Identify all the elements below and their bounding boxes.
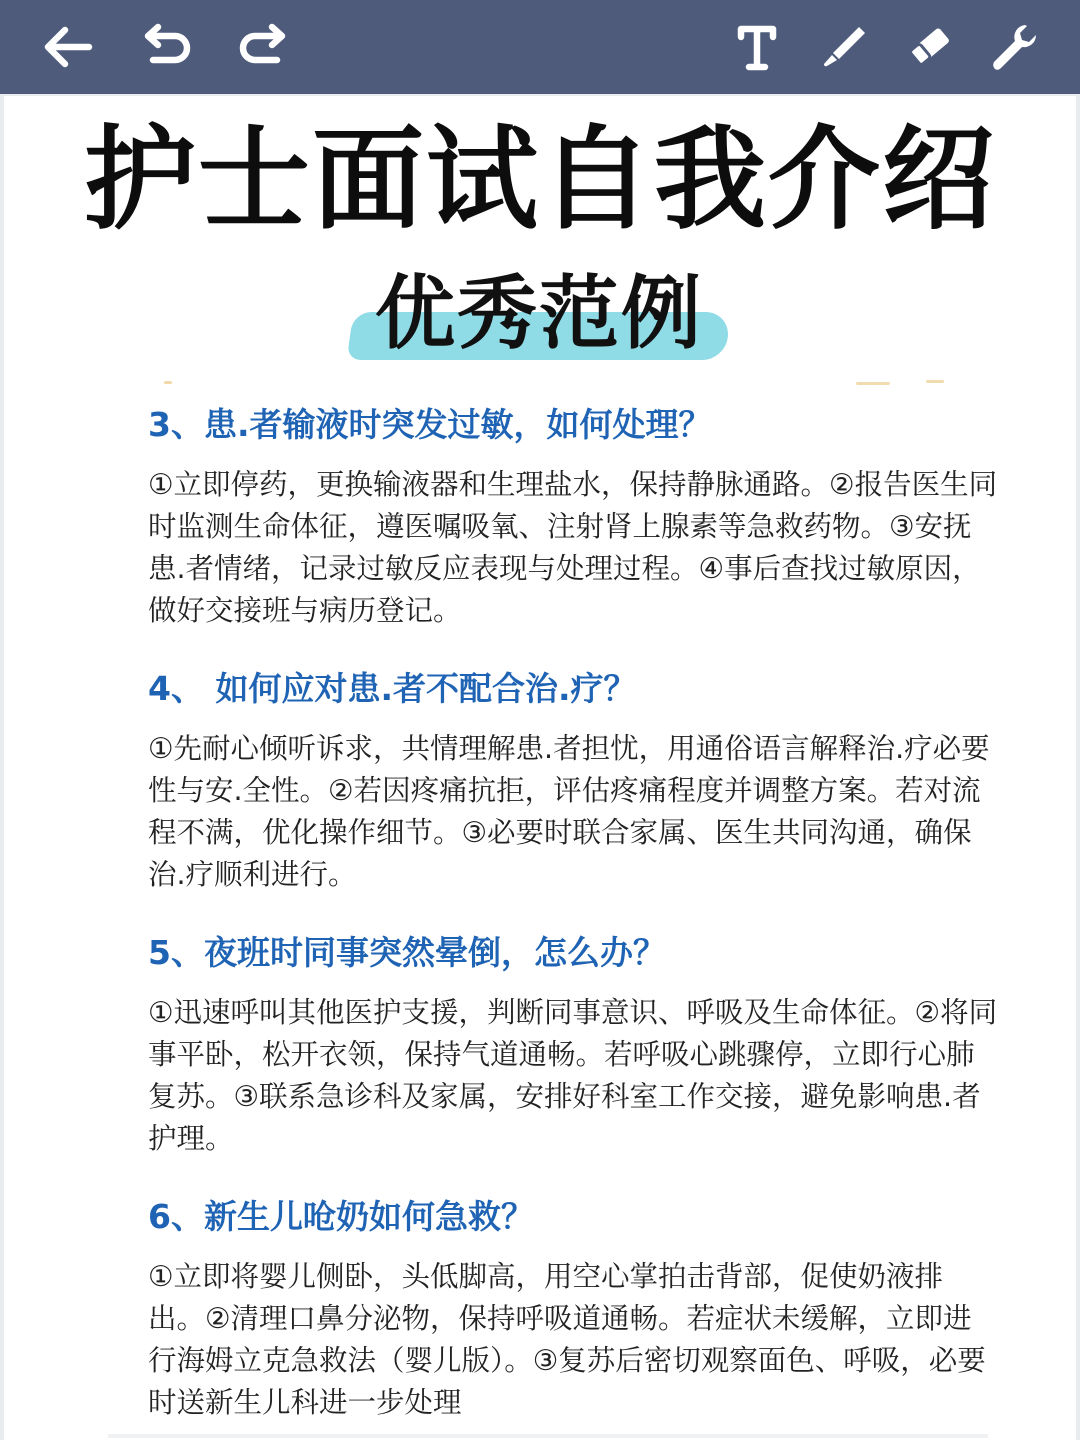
question-heading: 4、 如何应对患.者不配合治.疗？: [148, 669, 637, 708]
pen-icon[interactable]: [812, 16, 874, 78]
answer-text: ①立即停药，更换输液器和生理盐水，保持静脉通路。②报告医生同时监测生命体征，遵医嘱吸氧、注射肾上腺素等急救药物。③安抚患.者情绪，记录过敏反应表现与处理过程。④事后查找过敏原因，做好交接班与病历登记。: [148, 468, 998, 627]
question-heading: 3、患.者输液时突发过敏，如何处理？: [148, 405, 712, 444]
qa-item-4: [148, 668, 998, 896]
subtitle-block: [350, 264, 730, 374]
answer-text: ①立即将婴儿侧卧，头低脚高，用空心掌拍击背部，促使奶液排出。②清理口鼻分泌物，保持呼吸道通畅。若症状未缓解，立即进行海姆立克急救法（婴儿版）。③复苏后密切观察面色、呼吸，必要时送新生儿科进一步处理: [148, 1260, 986, 1419]
undo-icon[interactable]: [136, 16, 198, 78]
text-tool-icon[interactable]: [726, 16, 788, 78]
answer-text: ①先耐心倾听诉求，共情理解患.者担忧，用通俗语言解释治.疗必要性与安.全性。②若因疼痛抗拒，评估疼痛程度并调整方案。若对流程不满，优化操作细节。③必要时联合家属、医生共同沟通，确保治.疗顺利进行。: [148, 732, 990, 891]
qa-item-3: [148, 404, 998, 632]
eraser-icon[interactable]: [898, 16, 960, 78]
page-title: 护士面试自我介绍: [84, 115, 996, 245]
answer-text: ①迅速呼叫其他医护支援，判断同事意识、呼吸及生命体征。②将同事平卧，松开衣领，保持气道通畅。若呼吸心跳骤停，立即行心肺复苏。③联系急诊科及家属，安排好科室工作交接，避免影响患.者护理。: [148, 996, 998, 1155]
redo-icon[interactable]: [232, 16, 294, 78]
subtitle: 优秀范例: [375, 267, 703, 360]
back-arrow-icon[interactable]: [36, 16, 98, 78]
decoration-dash: [164, 381, 172, 384]
bottom-divider: [108, 1434, 988, 1438]
question-heading: 6、新生儿呛奶如何急救？: [148, 1197, 534, 1236]
decoration-dash: [856, 382, 890, 385]
editor-toolbar: [0, 0, 1080, 94]
qa-item-5: [148, 932, 998, 1160]
wrench-icon[interactable]: [982, 16, 1044, 78]
question-heading: 5、夜班时同事突然晕倒，怎么办？: [148, 933, 666, 972]
document-page: [4, 96, 1076, 1440]
qa-item-6: [148, 1196, 998, 1424]
decoration-dash: [926, 380, 944, 383]
